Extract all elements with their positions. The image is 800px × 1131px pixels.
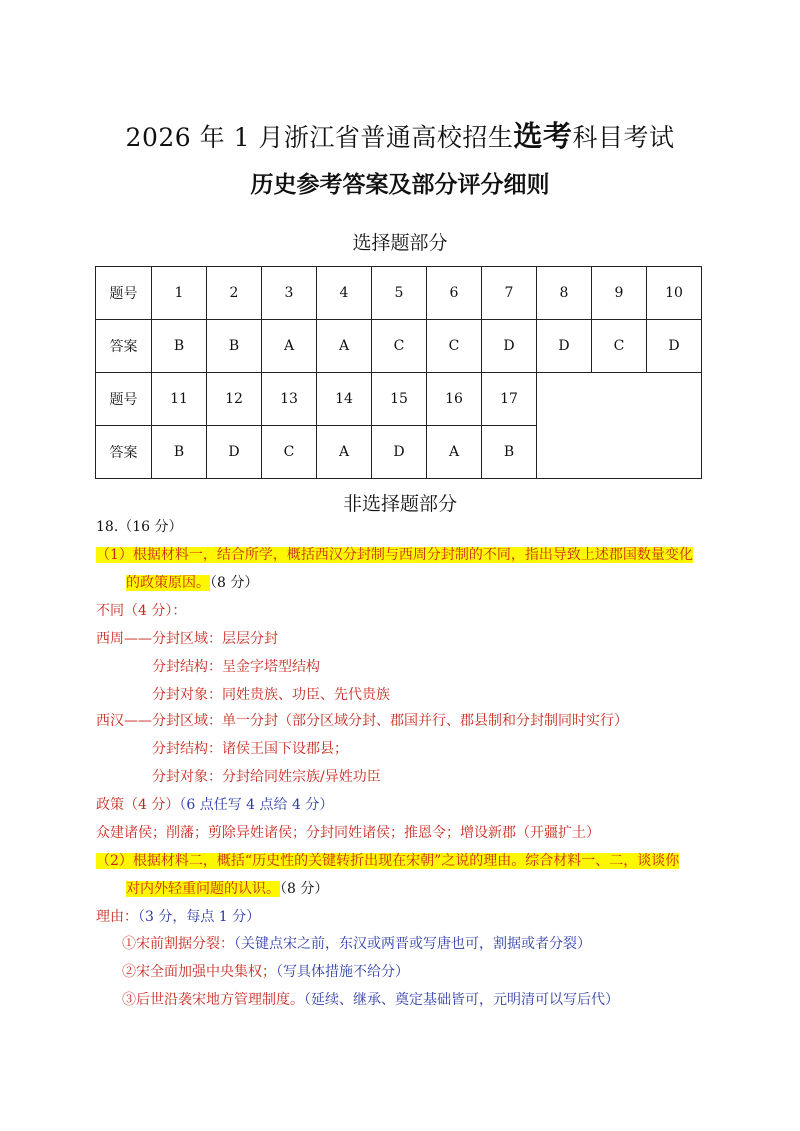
table-row	[96, 320, 702, 373]
answer-cell: A	[317, 320, 372, 373]
answer-cell: D	[647, 320, 702, 373]
answer-cell: C	[427, 320, 482, 373]
table-row	[96, 267, 702, 320]
xihan-structure: 分封结构：诸侯王国下设郡县；	[152, 741, 348, 757]
part2-question-line2: 对内外轻重问题的认识。（8 分）	[126, 881, 329, 897]
policy-line: 政策（4 分）（6 点任写 4 点给 4 分）	[96, 797, 334, 813]
choice-section-heading: 选择题部分	[352, 232, 448, 254]
answer-cell: C	[262, 426, 317, 479]
answer-cell: C	[592, 320, 647, 373]
xizhou-structure: 分封结构：呈金字塔型结构	[152, 659, 320, 675]
answer-cell: C	[372, 320, 427, 373]
answer-cell: D	[372, 426, 427, 479]
question-number: 6	[427, 267, 482, 320]
reason-2: ②宋全面加强中央集权；（写具体措施不给分）	[122, 964, 409, 980]
question-number: 13	[262, 373, 317, 426]
answer-cell: A	[317, 426, 372, 479]
answer-cell: A	[427, 426, 482, 479]
policy-content: 众建诸侯；削藩；剪除异姓诸侯；分封同姓诸侯；推恩令；增设新郡（开疆扩土）	[96, 825, 600, 841]
question-18-header: 18.（16 分）	[96, 519, 183, 535]
xihan-area: 西汉——分封区域：单一分封（部分区域分封、郡国并行、郡县制和分封制同时实行）	[96, 713, 628, 729]
answer-cell: B	[482, 426, 537, 479]
difference-header: 不同（4 分）：	[96, 603, 187, 619]
question-number: 11	[152, 373, 207, 426]
answer-cell: A	[262, 320, 317, 373]
question-number: 14	[317, 373, 372, 426]
answer-cell: D	[537, 320, 592, 373]
xizhou-target: 分封对象：同姓贵族、功臣、先代贵族	[152, 687, 390, 703]
question-number: 4	[317, 267, 372, 320]
document-subtitle: 历史参考答案及部分评分细则	[250, 172, 550, 198]
question-number: 3	[262, 267, 317, 320]
question-number: 7	[482, 267, 537, 320]
question-number: 10	[647, 267, 702, 320]
question-number: 16	[427, 373, 482, 426]
question-number: 1	[152, 267, 207, 320]
question-number: 2	[207, 267, 262, 320]
question-number: 5	[372, 267, 427, 320]
row-label-question: 题号	[96, 267, 152, 320]
exam-title: 2026 年 1 月浙江省普通高校招生选考科目考试	[125, 119, 675, 153]
question-number: 15	[372, 373, 427, 426]
reason-header: 理由：（3 分，每点 1 分）	[96, 909, 261, 925]
question-number: 9	[592, 267, 647, 320]
part1-question-line1: （1）根据材料一，结合所学，概括西汉分封制与西周分封制的不同，指出导致上述郡国数量变化	[96, 547, 693, 563]
xihan-target: 分封对象：分封给同姓宗族/异姓功臣	[152, 769, 381, 785]
xizhou-area: 西周——分封区域：层层分封	[96, 631, 278, 647]
answer-cell: B	[207, 320, 262, 373]
answer-cell: D	[207, 426, 262, 479]
question-number: 12	[207, 373, 262, 426]
part2-question-line1: （2）根据材料二，概括“历史性的关键转折出现在宋朝”之说的理由。综合材料一、二，谈谈你	[96, 853, 680, 869]
row-label-answer: 答案	[96, 320, 152, 373]
row-label-answer: 答案	[96, 426, 152, 479]
table-row	[96, 373, 702, 426]
answer-cell: B	[152, 426, 207, 479]
empty-table-area	[537, 373, 702, 479]
question-number: 8	[537, 267, 592, 320]
part1-question-line2: 的政策原因。（8 分）	[126, 575, 259, 591]
answer-cell: B	[152, 320, 207, 373]
answer-table	[95, 266, 702, 479]
reason-3: ③后世沿袭宋地方管理制度。（延续、继承、奠定基础皆可，元明清可以写后代）	[122, 992, 619, 1008]
question-number: 17	[482, 373, 537, 426]
reason-1: ①宋前割据分裂：（关键点宋之前，东汉或两晋或写唐也可，割据或者分裂）	[122, 936, 591, 952]
row-label-question: 题号	[96, 373, 152, 426]
nonchoice-section-heading: 非选择题部分	[342, 493, 457, 515]
answer-cell: D	[482, 320, 537, 373]
